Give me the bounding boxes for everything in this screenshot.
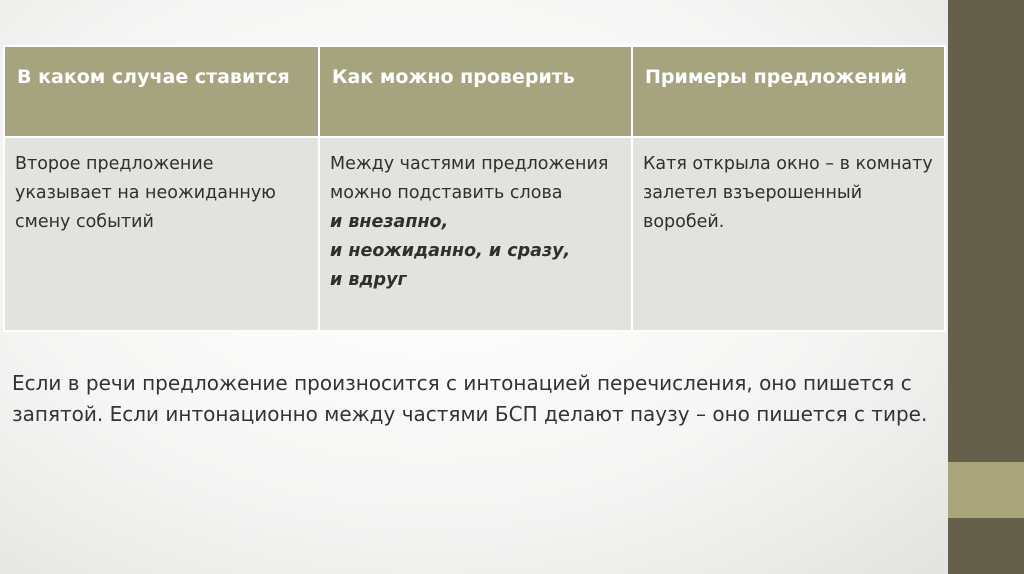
table-row [4, 137, 945, 331]
header-cell-examples [632, 46, 945, 137]
rules-table [3, 45, 946, 332]
header-cell-check [319, 46, 632, 137]
example-text: Катя открыла окно – в комнату залетел взъерошенный воробей. [643, 154, 933, 232]
cell-example [632, 137, 945, 331]
case-text: Второе предложение указывает на неожиданную смену событий [15, 154, 276, 232]
check-word-3: и вдруг [330, 270, 407, 290]
header-case-label: В каком случае ставится [17, 66, 290, 88]
check-intro-text: Между частями предложения можно подставить слова [330, 154, 609, 203]
cell-case [4, 137, 319, 331]
check-content [320, 138, 631, 295]
header-examples-label: Примеры предложений [645, 66, 908, 88]
rule-note: Если в речи предложение произносится с интонацией перечисления, оно пишется с запятой. Если интонационно между частями БСП делают паузу – оно пишется с тире. [12, 371, 928, 426]
header-check-label: Как можно проверить [332, 66, 575, 88]
table-header-row [4, 46, 945, 137]
side-decor-accent [948, 462, 1024, 518]
check-word-2: и неожиданно, и сразу, [330, 241, 571, 261]
header-cell-case [4, 46, 319, 137]
cell-check [319, 137, 632, 331]
check-word-1: и внезапно, [330, 212, 449, 232]
